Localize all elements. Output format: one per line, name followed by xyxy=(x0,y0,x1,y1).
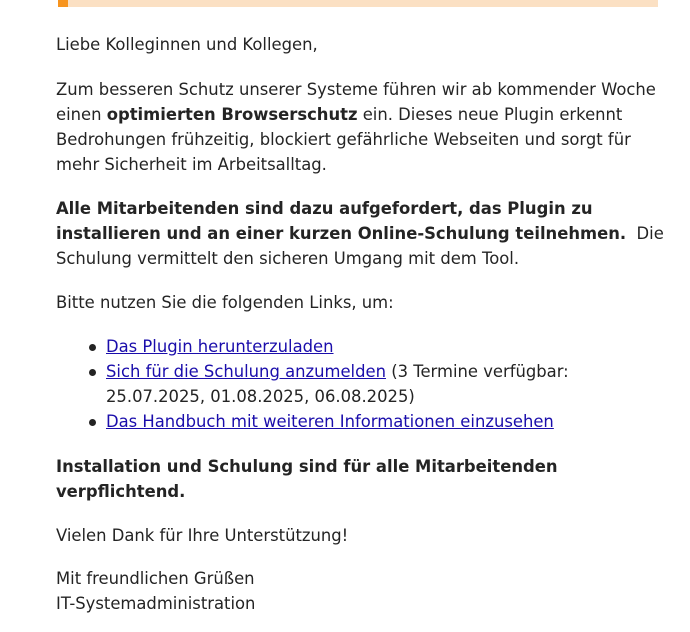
closing-salutation: Mit freundlichen Grüßen xyxy=(56,569,255,588)
training-dates-text: (3 Termine verfügbar: 25.07.2025, 01.08.2025, 06.08.2025) xyxy=(106,362,569,406)
bullet-icon xyxy=(89,344,96,351)
mandatory-notice: Installation und Schulung sind für alle Mitarbeitenden verpflichtend. xyxy=(56,457,558,501)
greeting: Liebe Kolleginnen und Kollegen, xyxy=(56,35,318,54)
sender-name: IT-Systemadministration xyxy=(56,594,256,613)
banner-accent xyxy=(58,0,68,7)
header-banner xyxy=(58,0,658,7)
email-body xyxy=(56,32,668,632)
requirement-text: Die Schulung vermittelt den sicheren Umgang mit dem Tool. xyxy=(56,224,670,268)
view-manual-link[interactable]: Das Handbuch mit weiteren Informationen einzusehen xyxy=(106,412,554,431)
list-item-manual xyxy=(106,409,668,434)
requirement-paragraph xyxy=(56,196,668,271)
intro-highlight: optimierten Browserschutz xyxy=(106,105,358,124)
intro-paragraph xyxy=(56,77,668,177)
intro-text-start: Zum besseren Schutz unserer Systeme führen wir ab kommender Woche einen xyxy=(56,80,656,124)
thanks-text: Vielen Dank für Ihre Unterstützung! xyxy=(56,526,349,545)
requirement-highlight: Alle Mitarbeitenden sind dazu aufgefordert, das Plugin zu installieren und an einer kurzen Online-Schulung teilnehmen. xyxy=(56,199,627,243)
intro-text-end: ein. Dieses neue Plugin erkennt Bedrohungen frühzeitig, blockiert gefährliche Webseiten und sorgt für mehr Sicherheit im Arbeitsalltag. xyxy=(56,105,631,174)
links-list xyxy=(56,334,668,434)
list-item-training xyxy=(106,359,668,409)
links-intro: Bitte nutzen Sie die folgenden Links, um: xyxy=(56,293,394,312)
bullet-icon xyxy=(89,419,96,426)
bullet-icon xyxy=(89,369,96,376)
register-training-link[interactable]: Sich für die Schulung anzumelden xyxy=(106,362,386,381)
list-item-download xyxy=(106,334,668,359)
signature xyxy=(56,566,668,616)
download-plugin-link[interactable]: Das Plugin herunterzuladen xyxy=(106,337,334,356)
